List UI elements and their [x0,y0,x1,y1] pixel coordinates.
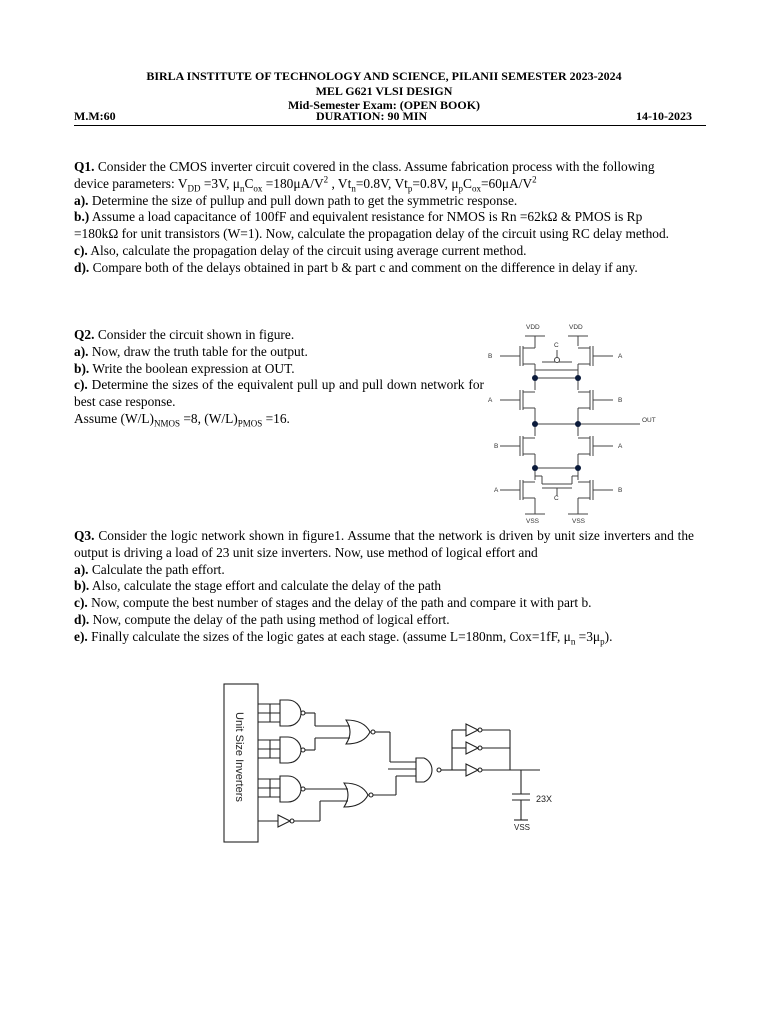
c-label-bottom: C [554,495,559,502]
q3-part-c: c). Now, compute the best number of stages and the delay of the path and compare it with part b. [74,595,592,611]
q1-part-a: a). Determine the size of pullup and pull down path to get the symmetric response. [74,192,518,208]
vdd-label-2: VDD [569,324,583,331]
svg-text:A: A [618,353,623,360]
svg-text:B: B [618,397,623,404]
load-label: 23X [536,794,553,804]
logic-network-figure [220,682,560,847]
vss-label-2: VSS [572,518,586,525]
exam-date: 14-10-2023 [636,109,692,123]
c-label-top: C [554,342,559,349]
driver-label: Unit Size Inverters [233,712,245,802]
q2-part-a: a). Now, draw the truth table for the output. [74,343,308,359]
course-title: MEL G621 VLSI DESIGN [315,84,453,98]
vss-label-1: VSS [526,518,540,525]
q2-assume: Assume $(W/L)_{NMOS} =8$, $(W/L)_{PMOS} =16$. [74,410,290,429]
q3-part-a: a). Calculate the path effort. [74,561,225,577]
institute-title: BIRLA INSTITUTE OF TECHNOLOGY AND SCIENCE, PILANII SEMESTER 2023-2024 [146,69,622,83]
exam-info-row [74,109,706,126]
question-1 [74,159,688,277]
q3-part-b: b). Also, calculate the stage effort and calculate the delay of the path [74,578,442,594]
q1-intro: Q1. Consider the CMOS inverter circuit covered in the class. Assume fabrication process with the following device parameters: $V_{DD} =3V$, $\mu_nC_{ox} =180\mu A/V^2$ , $Vt_n=0.8V$, $Vt_p=0.8V$, $\mu_pC_{ox}=60\mu A/V^2$ [74,159,655,194]
q3-part-d: d). Now, compute the delay of the path using method of logical effort. [74,611,450,627]
q3-intro: Q3. Consider the logic network shown in figure1. Assume that the network is driven by unit size inverters and the output is driving a load of 23 unit size inverters. Now, use method of logical effort and [74,528,694,560]
vss-label: VSS [514,823,531,832]
q1-part-b: b.) Assume a load capacitance of 100fF and equivalent resistance for NMOS is Rn =62kΩ & PMOS is Rp =180kΩ for unit transistors (W=1). Now, calculate the propagation delay of the circuit using RC delay method. [74,209,669,242]
question-2 [74,327,484,428]
exam-title: Mid-Semester Exam: (OPEN BOOK) [287,98,481,112]
cmos-circuit-figure [480,318,670,530]
svg-text:B: B [618,487,623,494]
q1-part-d: d). Compare both of the delays obtained in part b & part c and comment on the difference in delay if any. [74,259,638,275]
svg-text:A: A [494,487,499,494]
vdd-label-1: VDD [526,324,540,331]
svg-text:B: B [488,353,493,360]
q1-part-c: c). Also, calculate the propagation delay of the circuit using average current method. [74,242,527,258]
max-marks: M.M:60 [74,109,116,123]
out-label: OUT [642,417,656,424]
question-3 [74,528,694,646]
duration: DURATION: 90 MIN [316,109,428,123]
svg-text:A: A [618,443,623,450]
q2-part-b: b). Write the boolean expression at OUT. [74,360,295,376]
svg-text:A: A [488,397,493,404]
svg-text:B: B [494,443,499,450]
q2-part-c: c). Determine the sizes of the equivalent pull up and pull down network for best case response. [74,377,484,410]
q3-part-e: e). Finally calculate the sizes of the logic gates at each stage. (assume L=180nm, Cox=1fF, $\mu_n =3\mu_p$). [74,628,613,647]
q2-intro: Q2. Consider the circuit shown in figure. [74,327,295,342]
